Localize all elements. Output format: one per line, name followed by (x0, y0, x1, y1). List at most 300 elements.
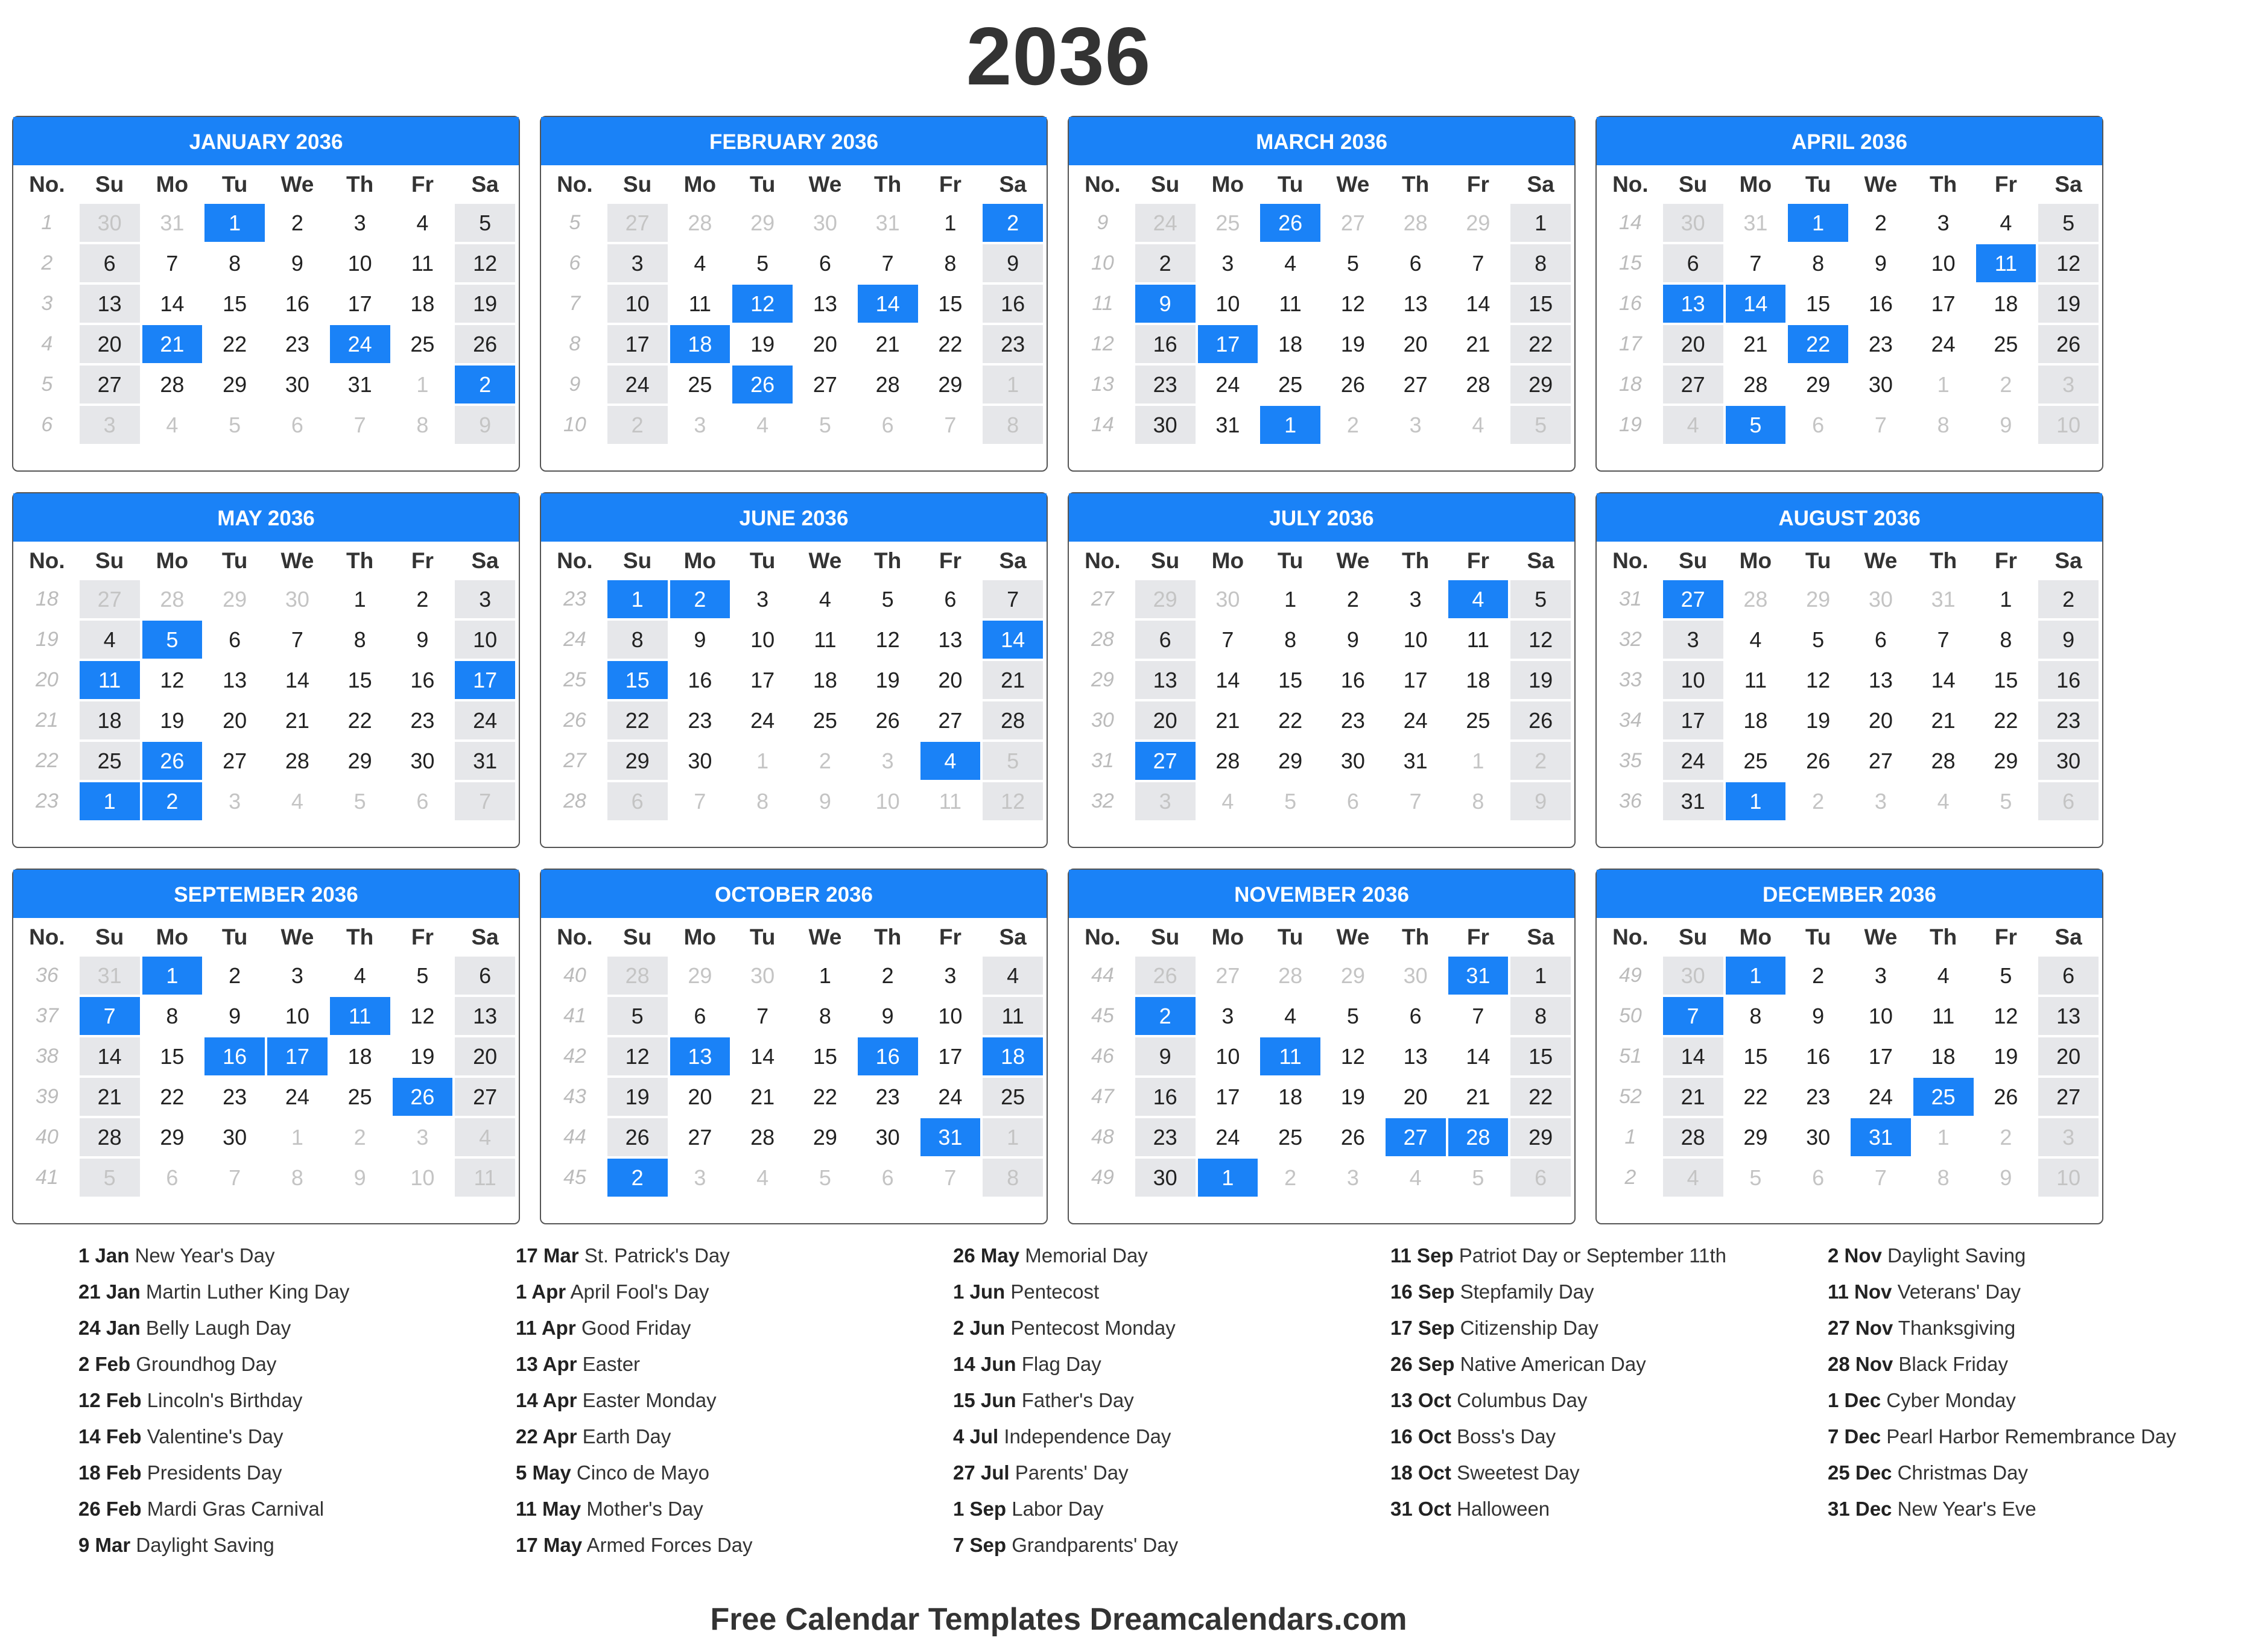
holiday-name: Memorial Day (1025, 1244, 1148, 1267)
weekday-header: Th (1402, 548, 1430, 573)
week-number-header: No. (1612, 172, 1649, 197)
day-cell: 2 (393, 580, 453, 618)
holiday-item (516, 1352, 950, 1376)
holiday-name: Daylight Saving (1887, 1244, 2026, 1267)
weekday-header: Sa (471, 548, 499, 573)
day-cell: 3 (1386, 580, 1446, 618)
holiday-item (1390, 1497, 1825, 1521)
holiday-day-cell: 2 (1135, 997, 1196, 1035)
day-cell: 14 (267, 661, 328, 699)
week-number: 15 (1600, 244, 1661, 282)
holiday-name: Belly Laugh Day (145, 1317, 291, 1339)
holiday-date: 14 Apr (516, 1389, 577, 1411)
weekday-header: We (1864, 548, 1898, 573)
holiday-name: Cinco de Mayo (576, 1461, 709, 1484)
day-cell: 7 (1851, 1159, 1911, 1197)
day-cell: 15 (142, 1037, 203, 1075)
week-row (1072, 204, 1571, 242)
weekday-header: Th (874, 548, 902, 573)
weekday-header: Tu (1277, 172, 1304, 197)
day-cell: 31 (80, 957, 140, 995)
day-cell: 8 (1913, 1159, 1974, 1197)
week-row (545, 997, 1043, 1035)
holiday-item (1828, 1352, 2262, 1376)
weekday-header: Fr (411, 172, 434, 197)
holiday-date: 28 Nov (1828, 1353, 1893, 1375)
holiday-item (953, 1316, 1387, 1340)
day-cell: 5 (1976, 782, 2036, 820)
week-row (1072, 580, 1571, 618)
weekday-header: Mo (683, 548, 717, 573)
holiday-day-cell: 9 (1135, 285, 1196, 323)
day-cell: 18 (1260, 1078, 1320, 1116)
day-cell: 9 (1976, 1159, 2036, 1197)
day-cell: 10 (1851, 997, 1911, 1035)
day-cell: 9 (330, 1159, 390, 1197)
week-row (1072, 782, 1571, 820)
day-cell: 19 (1788, 701, 1848, 739)
holiday-date: 2 Feb (78, 1353, 131, 1375)
day-cell: 19 (2038, 285, 2099, 323)
holiday-day-cell: 17 (455, 661, 515, 699)
weekday-header: Su (95, 172, 124, 197)
day-cell: 14 (732, 1037, 793, 1075)
day-cell: 26 (1135, 957, 1196, 995)
week-row (1600, 661, 2099, 699)
week-number: 40 (17, 1118, 77, 1156)
holiday-day-cell: 17 (267, 1037, 328, 1075)
week-number: 28 (1072, 621, 1133, 659)
day-cell: 3 (920, 957, 981, 995)
week-row (1072, 244, 1571, 282)
day-cell: 15 (204, 285, 265, 323)
day-cell: 24 (732, 701, 793, 739)
weekday-header: Su (1678, 548, 1708, 573)
week-number: 32 (1072, 782, 1133, 820)
weekday-header: Su (1150, 172, 1180, 197)
weekday-header: Fr (1994, 925, 2017, 949)
footer-credit: Free Calendar Templates Dreamcalendars.com (710, 1602, 1407, 1637)
day-cell: 5 (80, 1159, 140, 1197)
holiday-name: Father's Day (1021, 1389, 1134, 1411)
day-cell: 9 (267, 244, 328, 282)
weekday-header: Mo (1739, 548, 1772, 573)
week-row (1072, 1118, 1571, 1156)
week-number: 5 (545, 204, 605, 242)
day-cell: 20 (1851, 701, 1911, 739)
month-title: MARCH 2036 (1069, 117, 1574, 165)
day-cell: 1 (1510, 204, 1571, 242)
week-number: 29 (1072, 661, 1133, 699)
day-cell: 18 (1913, 1037, 1974, 1075)
week-number: 20 (17, 661, 77, 699)
day-cell: 4 (795, 580, 855, 618)
day-cell: 25 (1260, 366, 1320, 404)
day-cell: 5 (2038, 204, 2099, 242)
day-cell: 16 (670, 661, 730, 699)
day-cell: 3 (1135, 782, 1196, 820)
holiday-item (1828, 1461, 2262, 1485)
day-cell: 17 (1851, 1037, 1911, 1075)
holiday-item (1828, 1497, 2262, 1521)
day-cell: 16 (983, 285, 1043, 323)
weekday-header: Mo (1211, 925, 1244, 949)
weekday-header: We (1336, 925, 1370, 949)
day-cell: 4 (1663, 406, 1723, 444)
day-cell: 24 (1386, 701, 1446, 739)
holiday-name: Good Friday (581, 1317, 691, 1339)
day-cell: 1 (1260, 580, 1320, 618)
weekday-header: We (280, 172, 314, 197)
day-cell: 4 (1913, 782, 1974, 820)
day-cell: 10 (732, 621, 793, 659)
holiday-day-cell: 1 (142, 957, 203, 995)
week-number: 42 (545, 1037, 605, 1075)
weekday-header: Sa (2054, 925, 2082, 949)
holiday-day-cell: 2 (142, 782, 203, 820)
day-cell: 19 (455, 285, 515, 323)
day-cell: 25 (670, 366, 730, 404)
day-cell: 15 (795, 1037, 855, 1075)
day-cell: 27 (80, 580, 140, 618)
day-cell: 2 (607, 406, 668, 444)
weekday-header: Fr (939, 548, 962, 573)
day-cell: 30 (1788, 1118, 1848, 1156)
day-cell: 2 (1323, 580, 1383, 618)
week-number: 25 (545, 661, 605, 699)
month-calendar (540, 869, 1048, 1224)
day-cell: 9 (795, 782, 855, 820)
day-cell: 3 (1386, 406, 1446, 444)
holiday-item (1390, 1388, 1825, 1413)
holiday-item (516, 1533, 950, 1557)
day-cell: 1 (1510, 957, 1571, 995)
holiday-name: Presidents Day (147, 1461, 282, 1484)
day-cell: 4 (1448, 406, 1509, 444)
day-cell: 4 (1198, 782, 1258, 820)
day-cell: 15 (330, 661, 390, 699)
week-number: 27 (1072, 580, 1133, 618)
holiday-date: 13 Oct (1390, 1389, 1451, 1411)
day-cell: 24 (1198, 366, 1258, 404)
day-cell: 17 (732, 661, 793, 699)
week-number: 49 (1072, 1159, 1133, 1197)
day-cell: 30 (795, 204, 855, 242)
holiday-name: Native American Day (1460, 1353, 1646, 1375)
holiday-date: 13 Apr (516, 1353, 577, 1375)
weekday-header: Mo (1211, 548, 1244, 573)
week-number-header: No. (29, 172, 65, 197)
week-row (545, 701, 1043, 739)
month-title: MAY 2036 (13, 493, 519, 542)
weekday-header: Th (1402, 925, 1430, 949)
day-cell: 7 (267, 621, 328, 659)
day-cell: 25 (983, 1078, 1043, 1116)
day-cell: 22 (204, 325, 265, 363)
day-cell: 25 (1448, 701, 1509, 739)
month-title: NOVEMBER 2036 (1069, 870, 1574, 918)
week-number: 13 (1072, 366, 1133, 404)
day-cell: 7 (920, 406, 981, 444)
day-cell: 11 (1913, 997, 1974, 1035)
day-cell: 29 (1726, 1118, 1786, 1156)
month-title: JUNE 2036 (541, 493, 1047, 542)
day-cell: 26 (455, 325, 515, 363)
month-title: APRIL 2036 (1597, 117, 2102, 165)
day-cell: 30 (858, 1118, 918, 1156)
week-number: 50 (1600, 997, 1661, 1035)
day-cell: 9 (455, 406, 515, 444)
day-cell: 20 (204, 701, 265, 739)
day-cell: 25 (330, 1078, 390, 1116)
weekday-header: Su (623, 925, 652, 949)
day-cell: 25 (1198, 204, 1258, 242)
holiday-date: 27 Nov (1828, 1317, 1893, 1339)
day-cell: 2 (1135, 244, 1196, 282)
holiday-day-cell: 4 (1448, 580, 1509, 618)
week-number: 16 (1600, 285, 1661, 323)
weekday-header: Tu (1805, 172, 1831, 197)
day-cell: 9 (1135, 1037, 1196, 1075)
day-cell: 15 (1510, 1037, 1571, 1075)
day-cell: 27 (1323, 204, 1383, 242)
week-row (1600, 325, 2099, 363)
week-row (545, 366, 1043, 404)
day-cell: 8 (732, 782, 793, 820)
holiday-item (516, 1316, 950, 1340)
day-cell: 10 (1386, 621, 1446, 659)
day-cell: 7 (983, 580, 1043, 618)
day-cell: 5 (858, 580, 918, 618)
day-cell: 1 (1913, 1118, 1974, 1156)
day-cell: 5 (1976, 957, 2036, 995)
day-cell: 6 (920, 580, 981, 618)
week-row (545, 957, 1043, 995)
day-cell: 24 (1851, 1078, 1911, 1116)
day-cell: 29 (732, 204, 793, 242)
holiday-day-cell: 14 (1726, 285, 1786, 323)
weekday-header: Sa (471, 172, 499, 197)
day-cell: 4 (1260, 244, 1320, 282)
day-cell: 29 (1788, 580, 1848, 618)
week-row (17, 1159, 515, 1197)
month-calendar (1068, 869, 1576, 1224)
day-cell: 7 (204, 1159, 265, 1197)
holiday-name: Patriot Day or September 11th (1459, 1244, 1727, 1267)
holiday-day-cell: 1 (607, 580, 668, 618)
weekday-header: Su (1678, 925, 1708, 949)
day-cell: 10 (1913, 244, 1974, 282)
week-number: 18 (17, 580, 77, 618)
weekday-header: Sa (2054, 548, 2082, 573)
day-cell: 5 (330, 782, 390, 820)
day-cell: 16 (393, 661, 453, 699)
day-cell: 21 (1726, 325, 1786, 363)
day-cell: 30 (1663, 204, 1723, 242)
day-cell: 8 (204, 244, 265, 282)
holiday-item (516, 1388, 950, 1413)
weekday-header: Th (874, 172, 902, 197)
weekday-header: Th (1930, 172, 1957, 197)
day-cell: 28 (80, 1118, 140, 1156)
day-cell: 27 (920, 701, 981, 739)
day-cell: 3 (670, 1159, 730, 1197)
week-number: 45 (1072, 997, 1133, 1035)
day-cell: 2 (1976, 366, 2036, 404)
week-row (17, 621, 515, 659)
week-row (17, 1078, 515, 1116)
day-cell: 31 (1198, 406, 1258, 444)
week-row (545, 1159, 1043, 1197)
day-cell: 18 (795, 661, 855, 699)
holiday-day-cell: 1 (1726, 782, 1786, 820)
day-cell: 4 (1260, 997, 1320, 1035)
holiday-item (1828, 1388, 2262, 1413)
day-cell: 5 (1510, 580, 1571, 618)
day-cell: 3 (1913, 204, 1974, 242)
day-cell: 4 (393, 204, 453, 242)
day-cell: 24 (267, 1078, 328, 1116)
day-cell: 13 (1386, 1037, 1446, 1075)
week-number: 48 (1072, 1118, 1133, 1156)
day-cell: 5 (1323, 244, 1383, 282)
holiday-name: Halloween (1457, 1498, 1550, 1520)
day-cell: 17 (920, 1037, 981, 1075)
day-cell: 30 (393, 742, 453, 780)
weekday-header: Tu (749, 925, 776, 949)
week-number: 47 (1072, 1078, 1133, 1116)
week-row (1072, 406, 1571, 444)
holiday-name: Pearl Harbor Remembrance Day (1886, 1425, 2176, 1448)
weekday-header: We (1336, 548, 1370, 573)
month-calendar (540, 492, 1048, 848)
day-cell: 7 (920, 1159, 981, 1197)
day-cell: 28 (858, 366, 918, 404)
week-number-header: No. (1085, 548, 1121, 573)
day-cell: 30 (670, 742, 730, 780)
holiday-name: Sweetest Day (1457, 1461, 1580, 1484)
week-number: 28 (545, 782, 605, 820)
day-cell: 6 (670, 997, 730, 1035)
day-cell: 3 (1323, 1159, 1383, 1197)
day-cell: 4 (330, 957, 390, 995)
holiday-name: Armed Forces Day (586, 1534, 753, 1556)
holiday-name: Valentine's Day (147, 1425, 284, 1448)
holiday-date: 31 Dec (1828, 1498, 1892, 1520)
holiday-day-cell: 11 (1976, 244, 2036, 282)
holiday-date: 16 Sep (1390, 1280, 1455, 1303)
day-cell: 18 (80, 701, 140, 739)
day-cell: 24 (1663, 742, 1723, 780)
weekday-header: Th (1930, 925, 1957, 949)
month-title: JANUARY 2036 (13, 117, 519, 165)
day-cell: 6 (1510, 1159, 1571, 1197)
holiday-day-cell: 11 (1260, 1037, 1320, 1075)
week-row (1600, 580, 2099, 618)
day-cell: 12 (393, 997, 453, 1035)
day-cell: 13 (204, 661, 265, 699)
day-cell: 25 (795, 701, 855, 739)
holiday-day-cell: 2 (455, 366, 515, 404)
day-cell: 12 (983, 782, 1043, 820)
week-number: 1 (17, 204, 77, 242)
week-number: 21 (17, 701, 77, 739)
week-number: 2 (17, 244, 77, 282)
day-cell: 14 (1198, 661, 1258, 699)
holiday-day-cell: 14 (858, 285, 918, 323)
weekday-header: Tu (1805, 548, 1831, 573)
holiday-item (1390, 1352, 1825, 1376)
weekday-header: Su (1678, 172, 1708, 197)
holiday-column (953, 1244, 1387, 1569)
day-cell: 8 (1510, 997, 1571, 1035)
day-cell: 28 (732, 1118, 793, 1156)
day-cell: 1 (983, 1118, 1043, 1156)
week-number: 9 (1072, 204, 1133, 242)
week-number: 45 (545, 1159, 605, 1197)
day-cell: 29 (142, 1118, 203, 1156)
holiday-date: 11 Sep (1390, 1244, 1454, 1267)
week-row (1600, 285, 2099, 323)
day-cell: 1 (330, 580, 390, 618)
weekday-header: Mo (1211, 172, 1244, 197)
holiday-name: April Fool's Day (570, 1280, 709, 1303)
holiday-date: 21 Jan (78, 1280, 141, 1303)
day-cell: 6 (607, 782, 668, 820)
holiday-column (78, 1244, 513, 1569)
day-cell: 16 (1788, 1037, 1848, 1075)
holiday-column (516, 1244, 950, 1569)
day-cell: 22 (1260, 701, 1320, 739)
holiday-name: Easter Monday (582, 1389, 717, 1411)
day-cell: 27 (80, 366, 140, 404)
holiday-name: Thanksgiving (1898, 1317, 2016, 1339)
day-cell: 28 (1663, 1118, 1723, 1156)
holiday-name: Pentecost (1010, 1280, 1100, 1303)
day-cell: 23 (1788, 1078, 1848, 1116)
day-cell: 3 (732, 580, 793, 618)
day-cell: 12 (1323, 285, 1383, 323)
week-row (1600, 957, 2099, 995)
day-cell: 24 (1135, 204, 1196, 242)
week-number: 30 (1072, 701, 1133, 739)
week-number: 46 (1072, 1037, 1133, 1075)
weekday-header: Sa (2054, 172, 2082, 197)
day-cell: 31 (858, 204, 918, 242)
day-cell: 3 (393, 1118, 453, 1156)
weekday-header: Tu (1277, 925, 1304, 949)
week-number: 10 (545, 406, 605, 444)
day-cell: 30 (1323, 742, 1383, 780)
day-cell: 7 (455, 782, 515, 820)
month-title: FEBRUARY 2036 (541, 117, 1047, 165)
day-cell: 10 (2038, 406, 2099, 444)
holiday-date: 14 Feb (78, 1425, 142, 1448)
day-cell: 3 (670, 406, 730, 444)
day-cell: 20 (1386, 325, 1446, 363)
day-cell: 10 (920, 997, 981, 1035)
weekday-header: We (1336, 172, 1370, 197)
day-cell: 6 (1135, 621, 1196, 659)
week-row (1072, 742, 1571, 780)
day-cell: 28 (1198, 742, 1258, 780)
day-cell: 2 (795, 742, 855, 780)
day-cell: 1 (267, 1118, 328, 1156)
week-number: 17 (1600, 325, 1661, 363)
day-cell: 6 (204, 621, 265, 659)
day-cell: 18 (1260, 325, 1320, 363)
holiday-day-cell: 26 (142, 742, 203, 780)
